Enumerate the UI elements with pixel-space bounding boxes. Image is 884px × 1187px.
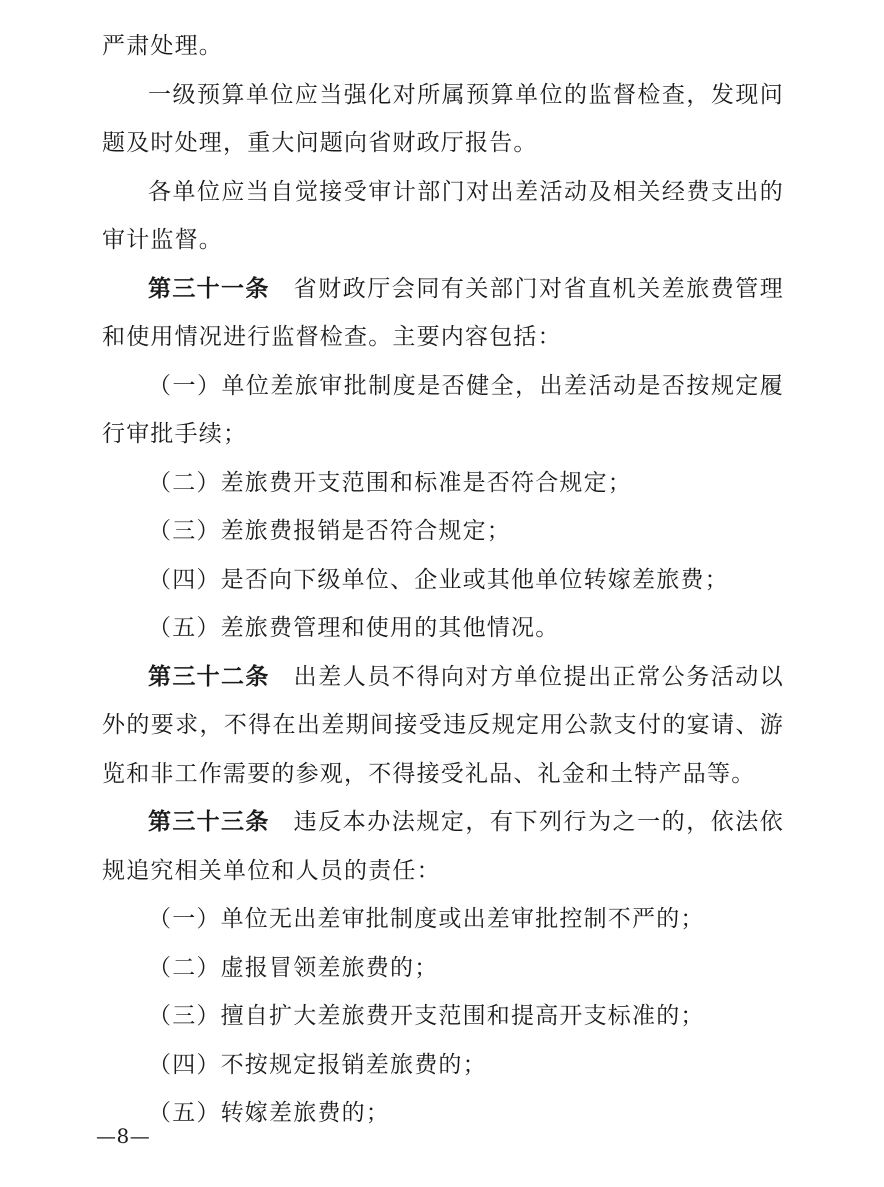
list-item: （一）单位差旅审批制度是否健全，出差活动是否按规定履行审批手续； <box>102 372 784 447</box>
paragraph: 各单位应当自觉接受审计部门对出差活动及相关经费支出的审计监督。 <box>102 178 784 253</box>
list-item: （二）虚报冒领差旅费的； <box>148 954 439 981</box>
list-item: （三）差旅费报销是否符合规定； <box>148 518 511 544</box>
article-title: 第三十一条 <box>148 275 270 302</box>
list-item: （五）转嫁差旅费的； <box>148 1100 390 1126</box>
list-item: （四）是否向下级单位、企业或其他单位转嫁差旅费； <box>148 566 729 593</box>
list-item: （一）单位无出差审批制度或出差审批控制不严的； <box>148 906 705 932</box>
paragraph: 一级预算单位应当强化对所属预算单位的监督检查，发现问题及时处理，重大问题向省财政厅报告。 <box>102 81 784 156</box>
page-number: —8— <box>96 1124 151 1148</box>
list-item: （二）差旅费开支范围和标准是否符合规定； <box>148 469 632 496</box>
article-title: 第三十二条 <box>148 663 270 690</box>
article-31: 第三十一条 省财政厅会同有关部门对省直机关差旅费管理和使用情况进行监督检查。主要内容包括： <box>102 275 785 350</box>
list-item: （三）擅自扩大差旅费开支范围和提高开支标准的； <box>148 1003 705 1029</box>
paragraph: 严肃处理。 <box>102 33 223 59</box>
list-item: （四）不按规定报销差旅费的； <box>148 1051 487 1078</box>
document-body <box>102 22 784 1138</box>
article-title: 第三十三条 <box>148 809 270 835</box>
article-33: 第三十三条 违反本办法规定，有下列行为之一的，依法依规追究相关单位和人员的责任： <box>102 809 785 884</box>
list-item: （五）差旅费管理和使用的其他情况。 <box>148 615 560 641</box>
article-32: 第三十二条 出差人员不得向对方单位提出正常公务活动以外的要求，不得在出差期间接受违反规定用公款支付的宴请、游览和非工作需要的参观，不得接受礼品、礼金和土特产品等。 <box>102 663 785 787</box>
